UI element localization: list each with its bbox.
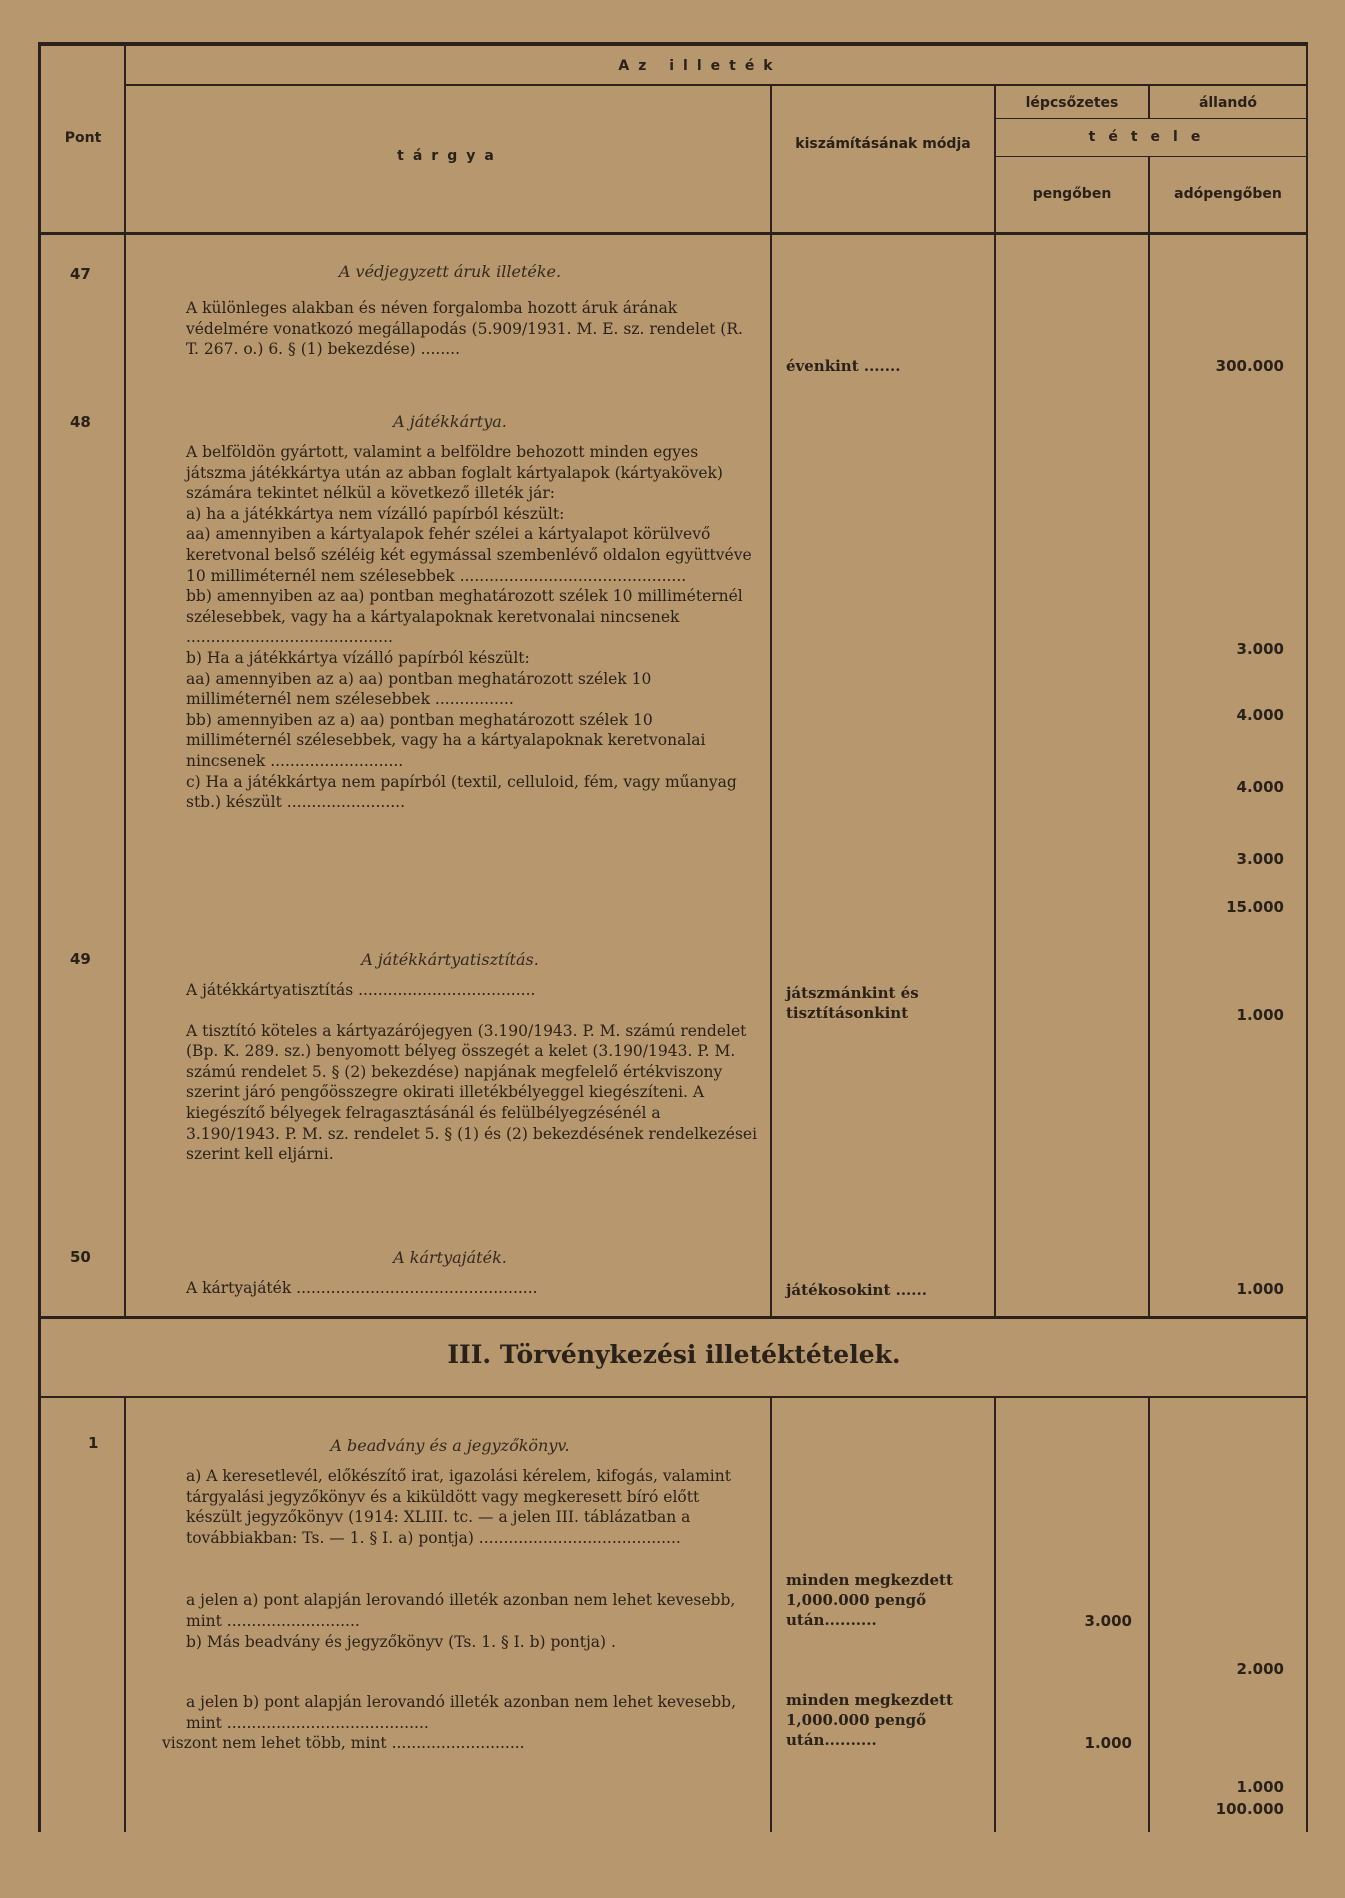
allando-value: 3.000 xyxy=(1236,640,1284,658)
column-divider-targya xyxy=(770,86,772,1316)
header-pont: Pont xyxy=(64,130,102,146)
frame-left-border xyxy=(38,42,41,1832)
header-az-illetek: Az illeték xyxy=(618,58,782,74)
allando-value: 4.000 xyxy=(1236,706,1284,724)
column-divider-targya-lower xyxy=(770,1398,772,1832)
header-allando: állandó xyxy=(1198,95,1258,111)
calculation-mode: minden megkezdett 1,000.000 pengő után.......... xyxy=(786,1691,953,1749)
column-divider-mode xyxy=(994,86,996,1316)
header-bottom-rule xyxy=(40,232,1306,235)
allando-value: 1.000 xyxy=(1236,1778,1284,1796)
text-paragraph: c) Ha a játékkártya nem papírból (textil, celluloid, fém, vagy műanyag stb.) készült ........................ xyxy=(186,772,737,812)
text-paragraph: a jelen a) pont alapján lerovandó illeték azonban nem lehet kevesebb, mint ........................... xyxy=(186,1591,736,1630)
frame-top-border xyxy=(38,42,1308,46)
row-text xyxy=(162,1278,758,1299)
text-paragraph: bb) amennyiben az aa) pontban meghatározott szélek 10 milliméternél szélesebbek, vagy ha a kártyalapoknak keretvonalai nincsenek .......................................... xyxy=(186,587,743,647)
allando-value: 1.000 xyxy=(1236,1006,1284,1024)
allando-value: 2.000 xyxy=(1236,1660,1284,1678)
row-title: A játékkártyatisztítás. xyxy=(361,950,539,969)
row-number: 50 xyxy=(70,1248,91,1266)
row-number: 48 xyxy=(70,413,91,431)
section-top-rule xyxy=(40,1316,1306,1319)
text-paragraph: b) Ha a játékkártya vízálló papírból készült: xyxy=(186,648,530,667)
lepcsozetes-value: 1.000 xyxy=(1084,1734,1132,1752)
header-tetele: tétele xyxy=(1088,129,1214,145)
header-adopengoben: adópengőben xyxy=(1174,186,1282,202)
column-divider-penz-lower xyxy=(1148,1398,1150,1832)
lepcsozetes-value: 3.000 xyxy=(1084,1612,1132,1630)
row-text xyxy=(162,442,758,813)
text-paragraph: a) ha a játékkártya nem vízálló papírból készült: xyxy=(186,504,565,523)
row-title: A játékkártya. xyxy=(393,412,507,431)
column-divider-pont xyxy=(124,46,126,1316)
row-title: A védjegyzett áruk illetéke. xyxy=(338,262,562,281)
row-title: A beadvány és a jegyzőkönyv. xyxy=(330,1436,570,1455)
text-paragraph: A belföldön gyártott, valamint a belföldre behozott minden egyes játszma játékkártya után az abban foglalt kártyalapok (kártyakövek) számára tekintet nélkül a következő illeték jár: xyxy=(186,443,723,503)
column-divider-penz xyxy=(1148,156,1150,1316)
text-paragraph: aa) amennyiben a kártyalapok fehér szélei a kártyalapot körülvevő keretvonal belső széléig két egymással szembenlévő oldalon együttvéve 10 milliméternél nem szélesebbek .............................................. xyxy=(186,525,752,585)
text-paragraph: A különleges alakban és néven forgalomba hozott áruk árának védelmére vonatkozó megállapodás (5.909/1931. M. E. sz. rendelet (R. T. 267. o.) 6. § (1) bekezdése) ........ xyxy=(186,299,743,359)
text-paragraph: bb) amennyiben az a) aa) pontban meghatározott szélek 10 milliméternél szélesebbek, vagy ha a kártyalapoknak keretvonalai nincsenek ........................... xyxy=(186,710,706,770)
calculation-mode: minden megkezdett 1,000.000 pengő után.......... xyxy=(786,1571,953,1629)
section-bottom-rule xyxy=(40,1396,1306,1398)
allando-value: 1.000 xyxy=(1236,1280,1284,1298)
text-paragraph: a jelen b) pont alapján lerovandó illeték azonban nem lehet kevesebb, mint ......................................... xyxy=(186,1693,737,1732)
text-paragraph: A tisztító köteles a kártyazárójegyen (3.190/1943. P. M. számú rendelet (Bp. K. 289. sz.) benyomott bélyeg összegét a kelet (3.190/1943. P. M. számú rendelet 5. § (2) bekezdése) napjának megfelelő értékviszony szerint járó pengőösszegre okirati illetékbélyeggel kiegészíteni. A kiegészítő bélyegek felragasztásánál és felülbélyegzésénél a 3.190/1943. P. M. sz. rendelet 5. § (1) és (2) bekezdésének rendelkezései szerint kell eljárni. xyxy=(186,1021,758,1164)
column-divider-pont-lower xyxy=(124,1398,126,1832)
allando-value: 300.000 xyxy=(1215,357,1284,375)
header-under-az-illetek xyxy=(126,84,1306,86)
row-title: A kártyajáték. xyxy=(393,1248,507,1267)
text-paragraph: viszont nem lehet több, mint ........................... xyxy=(162,1734,525,1753)
row-text xyxy=(162,298,758,360)
calculation-mode: játékosokint ...... xyxy=(786,1281,927,1299)
allando-value: 3.000 xyxy=(1236,850,1284,868)
allando-value: 100.000 xyxy=(1215,1800,1284,1818)
calculation-mode: játszmánkint és tisztításonkint xyxy=(786,984,919,1022)
row-number: 47 xyxy=(70,265,91,283)
column-divider-mode-lower xyxy=(994,1398,996,1832)
header-lepcsozetes: lépcsőzetes xyxy=(1025,95,1119,111)
text-paragraph: A játékkártyatisztítás .................................... xyxy=(186,981,536,999)
allando-value: 15.000 xyxy=(1226,898,1284,916)
frame-right-border xyxy=(1306,42,1308,1832)
allando-value: 4.000 xyxy=(1236,778,1284,796)
calculation-mode: évenkint ....... xyxy=(786,357,901,375)
row-text xyxy=(162,1466,758,1754)
section-title: III. Törvénykezési illetéktételek. xyxy=(447,1340,901,1369)
text-paragraph: b) Más beadvány és jegyzőkönyv (Ts. 1. § I. b) pontja) . xyxy=(186,1632,616,1651)
header-under-tetele xyxy=(996,156,1306,157)
header-pengoben: pengőben xyxy=(1032,186,1112,202)
text-paragraph: A kártyajáték ................................................. xyxy=(186,1279,538,1297)
header-targya: tárgya xyxy=(397,148,503,164)
row-number: 49 xyxy=(70,950,91,968)
row-number: 1 xyxy=(88,1434,99,1452)
text-paragraph: aa) amennyiben az a) aa) pontban meghatározott szélek 10 milliméternél nem szélesebbek ................ xyxy=(186,669,652,709)
header-under-lepcsozetes xyxy=(996,118,1306,119)
row-text xyxy=(162,980,758,1165)
header-kiszamitas-modja: kiszámításának módja xyxy=(795,136,971,152)
text-paragraph: a) A keresetlevél, előkészítő irat, igazolási kérelem, kifogás, valamint tárgyalási jegyzőkönyv és a kiküldött vagy megkeresett bíró előtt készült jegyzőkönyv (1914: XLIII. tc. — a jelen III. táblázatban a továbbiakban: Ts. — 1. § I. a) pontja) ......................................... xyxy=(186,1467,731,1547)
